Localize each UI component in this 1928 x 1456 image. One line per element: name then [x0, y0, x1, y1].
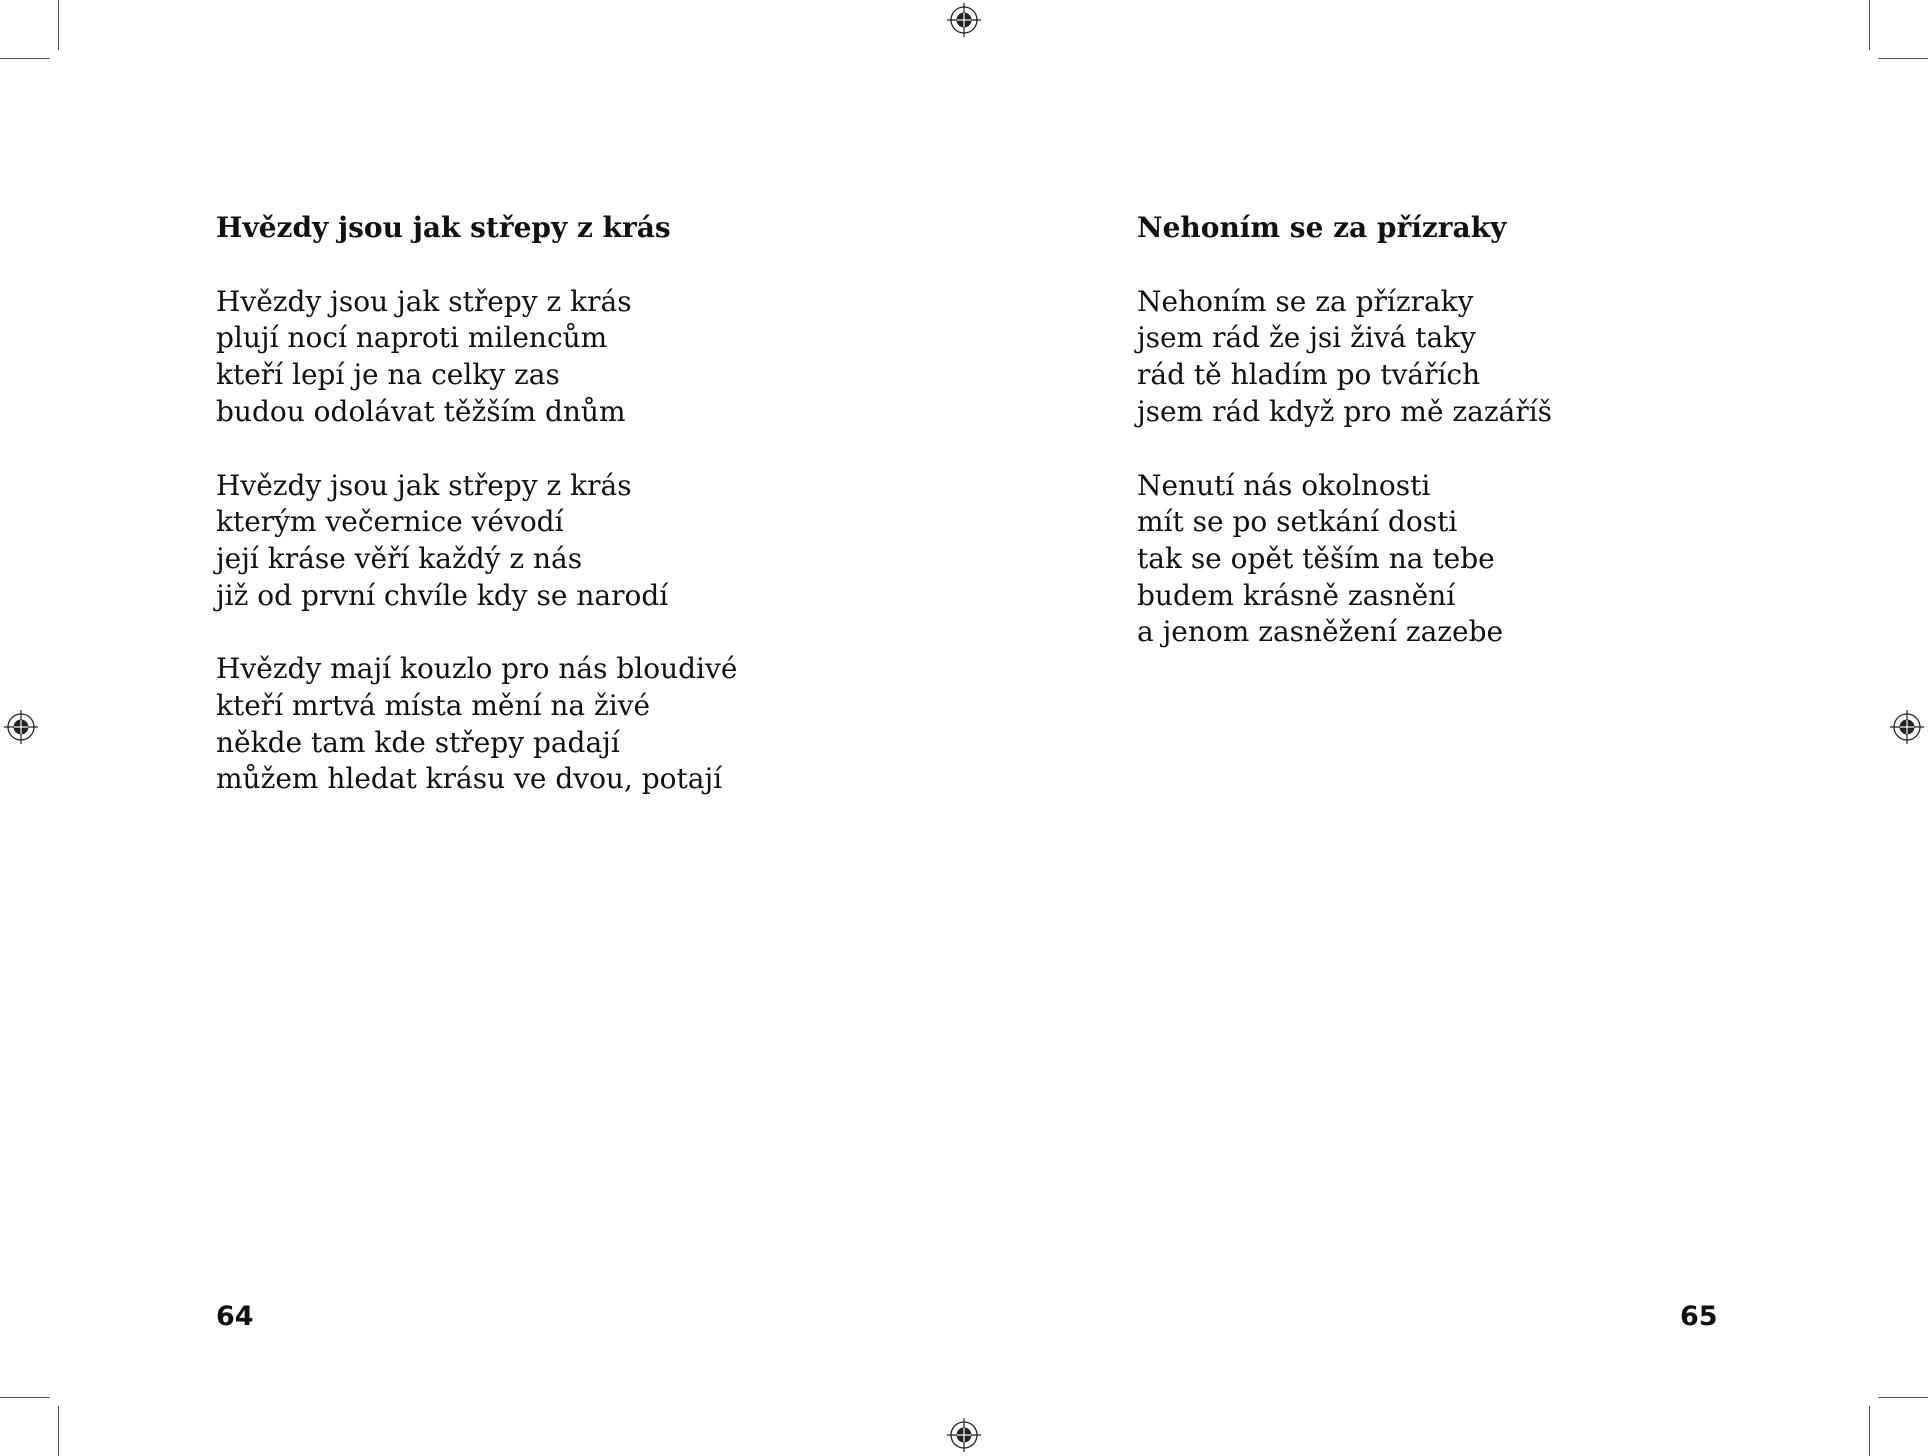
poem-line: Hvězdy mají kouzlo pro nás bloudivé — [216, 652, 738, 686]
poem-line: Hvězdy jsou jak střepy z krás — [216, 468, 632, 502]
poem-title: Nehoním se za přízraky — [1137, 211, 1507, 244]
registration-target-icon — [1890, 710, 1924, 744]
stanza — [216, 651, 737, 798]
registration-target-icon — [4, 710, 38, 744]
poem-line: někde tam kde střepy padají — [216, 725, 620, 759]
page-number-right: 65 — [1680, 1301, 1718, 1332]
crop-mark-bottom-left-horizontal — [0, 1397, 50, 1398]
stanza — [216, 468, 737, 615]
poem-line: můžem hledat krásu ve dvou, potají — [216, 762, 723, 796]
poem-line: již od první chvíle kdy se narodí — [216, 578, 669, 612]
poem-line: kterým večernice vévodí — [216, 505, 564, 539]
poem-line: rád tě hladím po tvářích — [1137, 358, 1481, 392]
poem-right — [1137, 210, 1552, 688]
poem-line: Nenutí nás okolnosti — [1137, 468, 1431, 502]
poem-line: Hvězdy jsou jak střepy z krás — [216, 284, 632, 318]
poem-line: budem krásně zasnění — [1137, 578, 1456, 612]
stanza — [1137, 284, 1552, 431]
page-number-left: 64 — [216, 1301, 254, 1332]
poem-line: jsem rád že jsi živá taky — [1137, 321, 1476, 355]
poem-left — [216, 210, 737, 835]
poem-line: a jenom zasněžení zazebe — [1137, 615, 1504, 649]
poem-line: budou odolávat těžším dnům — [216, 394, 626, 428]
crop-mark-bottom-left-vertical — [58, 1406, 59, 1456]
crop-mark-top-right-vertical — [1869, 0, 1870, 50]
poem-title: Hvězdy jsou jak střepy z krás — [216, 211, 671, 244]
poem-line: kteří mrtvá místa mění na živé — [216, 689, 651, 723]
poem-line: její kráse věří každý z nás — [216, 541, 583, 575]
registration-target-icon — [947, 3, 981, 37]
crop-mark-top-right-horizontal — [1878, 58, 1928, 59]
poem-line: Nehoním se za přízraky — [1137, 284, 1474, 318]
stanza — [1137, 468, 1552, 652]
crop-mark-top-left-vertical — [58, 0, 59, 50]
crop-mark-bottom-right-horizontal — [1878, 1397, 1928, 1398]
poem-line: plují nocí naproti milencům — [216, 321, 608, 355]
crop-mark-bottom-right-vertical — [1869, 1406, 1870, 1456]
stanza — [216, 284, 737, 431]
crop-mark-top-left-horizontal — [0, 58, 50, 59]
poem-line: kteří lepí je na celky zas — [216, 358, 560, 392]
poem-line: tak se opět těším na tebe — [1137, 541, 1495, 575]
poem-line: jsem rád když pro mě zazáříš — [1137, 394, 1553, 428]
registration-target-icon — [947, 1418, 981, 1452]
poem-line: mít se po setkání dosti — [1137, 505, 1458, 539]
